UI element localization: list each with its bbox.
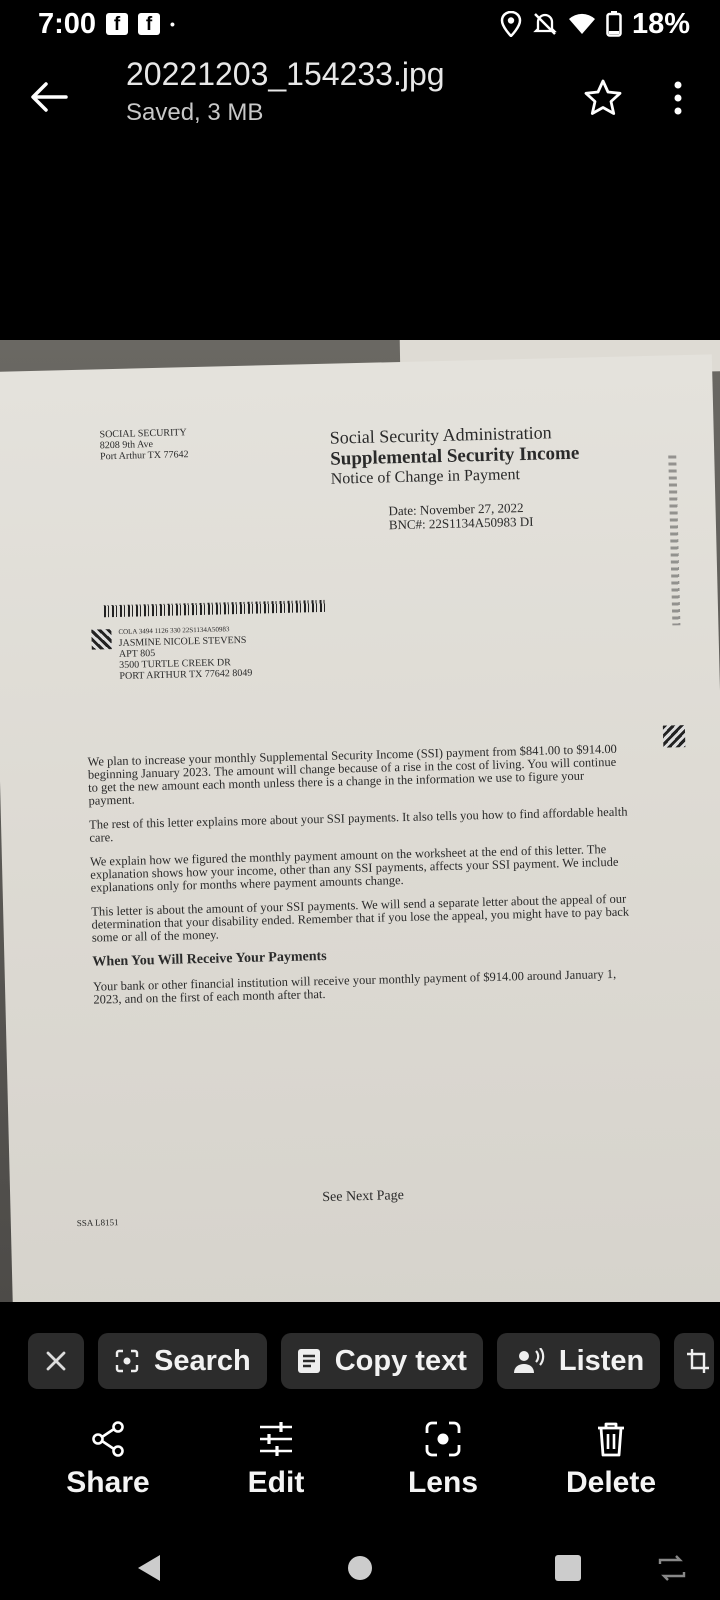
facebook-icon: f [138, 13, 160, 35]
lens-search-icon [114, 1348, 140, 1374]
chip-row [28, 1333, 714, 1389]
delete-label: Delete [565, 1466, 657, 1499]
recipient-line: JASMINE NICOLE STEVENS [118, 634, 247, 649]
status-left [38, 8, 175, 41]
lens-label: Lens [407, 1466, 479, 1499]
next-page-note: See Next Page [322, 1188, 405, 1206]
status-bar [0, 0, 720, 48]
agency-header [329, 422, 580, 489]
listen-chip[interactable] [497, 1333, 660, 1389]
edit-button[interactable] [206, 1420, 346, 1500]
sender-line: 8208 9th Ave [99, 439, 154, 452]
lens-button[interactable] [373, 1420, 513, 1500]
wifi-icon [568, 12, 596, 36]
listen-chip-label: Listen [558, 1344, 645, 1377]
paragraph: This letter is about the amount of your SSI payments. We will send a separate letter about the appeal of our determination that your disability ended. Remember that if you lose the appeal, you might have to pay back some or all of the money. [91, 891, 630, 945]
sliders-icon [257, 1420, 295, 1458]
close-icon [45, 1350, 67, 1372]
system-nav-bar [0, 1540, 720, 1600]
close-chip-button[interactable] [28, 1333, 84, 1389]
crop-icon [686, 1348, 710, 1374]
battery-icon [606, 11, 622, 37]
file-status: Saved, 3 MB [126, 99, 264, 126]
search-chip[interactable] [98, 1333, 267, 1389]
qr-code-icon [91, 629, 111, 649]
program-name: Supplemental Security Income [329, 442, 580, 470]
letter-date: Date: November 27, 2022 [388, 500, 524, 519]
sender-line: SOCIAL SECURITY [99, 427, 187, 441]
file-name: 20221203_154233.jpg [126, 56, 445, 92]
recipient-line: 3500 TURTLE CREEK DR [119, 657, 232, 671]
location-icon [500, 11, 522, 37]
document-text-icon [297, 1348, 321, 1374]
search-chip-label: Search [154, 1344, 251, 1377]
star-icon[interactable] [583, 78, 623, 118]
recipient-address [118, 624, 252, 682]
top-app-bar [0, 50, 720, 142]
edit-label: Edit [247, 1466, 305, 1499]
speaker-person-icon [513, 1348, 545, 1374]
qr-code-icon [663, 725, 686, 748]
copy-text-chip[interactable] [281, 1333, 483, 1389]
status-time: 7:00 [38, 7, 97, 40]
nav-recents-icon[interactable] [550, 1550, 586, 1586]
title-block [126, 56, 445, 127]
sender-address [99, 427, 188, 462]
recipient-line: APT 805 [118, 648, 156, 660]
mute-icon [532, 11, 558, 37]
share-button[interactable] [38, 1420, 178, 1500]
status-right [500, 8, 690, 41]
side-barcode [668, 455, 680, 625]
postal-barcode [104, 600, 326, 617]
photo-viewer[interactable] [0, 340, 720, 1302]
crop-chip[interactable] [674, 1333, 714, 1389]
paragraph: We explain how we figured the monthly payment amount on the worksheet at the end of this letter. The explanation shows how your income, other than any SSI payments, affects your SSI payment. We include explanations only for months where payment amounts change. [89, 842, 619, 895]
bottom-actions [0, 1420, 720, 1520]
lens-icon [424, 1420, 462, 1458]
recipient-line: PORT ARTHUR TX 77642 8049 [119, 667, 253, 682]
nav-back-icon[interactable] [132, 1550, 168, 1586]
bnc-number: BNC#: 22S1134A50983 DI [388, 513, 534, 533]
trash-icon [592, 1420, 630, 1458]
rotate-icon[interactable] [654, 1550, 690, 1586]
paragraph: Your bank or other financial institution will receive your monthly payment of $914.00 around January 1, 2023, and on the first of each month after that. [92, 966, 617, 1007]
notification-dot-icon: • [170, 16, 175, 32]
share-label: Share [66, 1466, 150, 1499]
letter-paper [0, 354, 720, 1302]
section-heading: When You Will Receive Your Payments [92, 948, 327, 970]
paragraph: We plan to increase your monthly Supplemental Security Income (SSI) payment from $841.00 to $914.00 beginning January 2023. The amount will change because of a rise in the cost of living. You will continue to get the new amount each month unless there is a change in the information we use to figure your payment. [87, 741, 618, 808]
agency-name: Social Security Administration [329, 422, 552, 448]
share-icon [89, 1420, 127, 1458]
delete-button[interactable] [541, 1420, 681, 1500]
more-options-icon[interactable] [663, 78, 693, 118]
date-block [388, 501, 533, 533]
recipient-code: COLA 3494 1126 330 22S1134A50983 [118, 625, 230, 636]
notice-title: Notice of Change in Payment [330, 466, 521, 488]
sender-line: Port Arthur TX 77642 [99, 449, 189, 463]
paragraph: The rest of this letter explains more about your SSI payments. It also tells you how to find affordable health care. [88, 804, 628, 845]
facebook-icon: f [106, 13, 128, 35]
letter-body [87, 743, 633, 1018]
battery-percent: 18% [631, 7, 690, 40]
form-number: SSA L8151 [76, 1217, 119, 1229]
nav-home-icon[interactable] [342, 1550, 378, 1586]
back-arrow-icon[interactable] [26, 74, 72, 120]
copy-text-chip-label: Copy text [334, 1344, 467, 1377]
